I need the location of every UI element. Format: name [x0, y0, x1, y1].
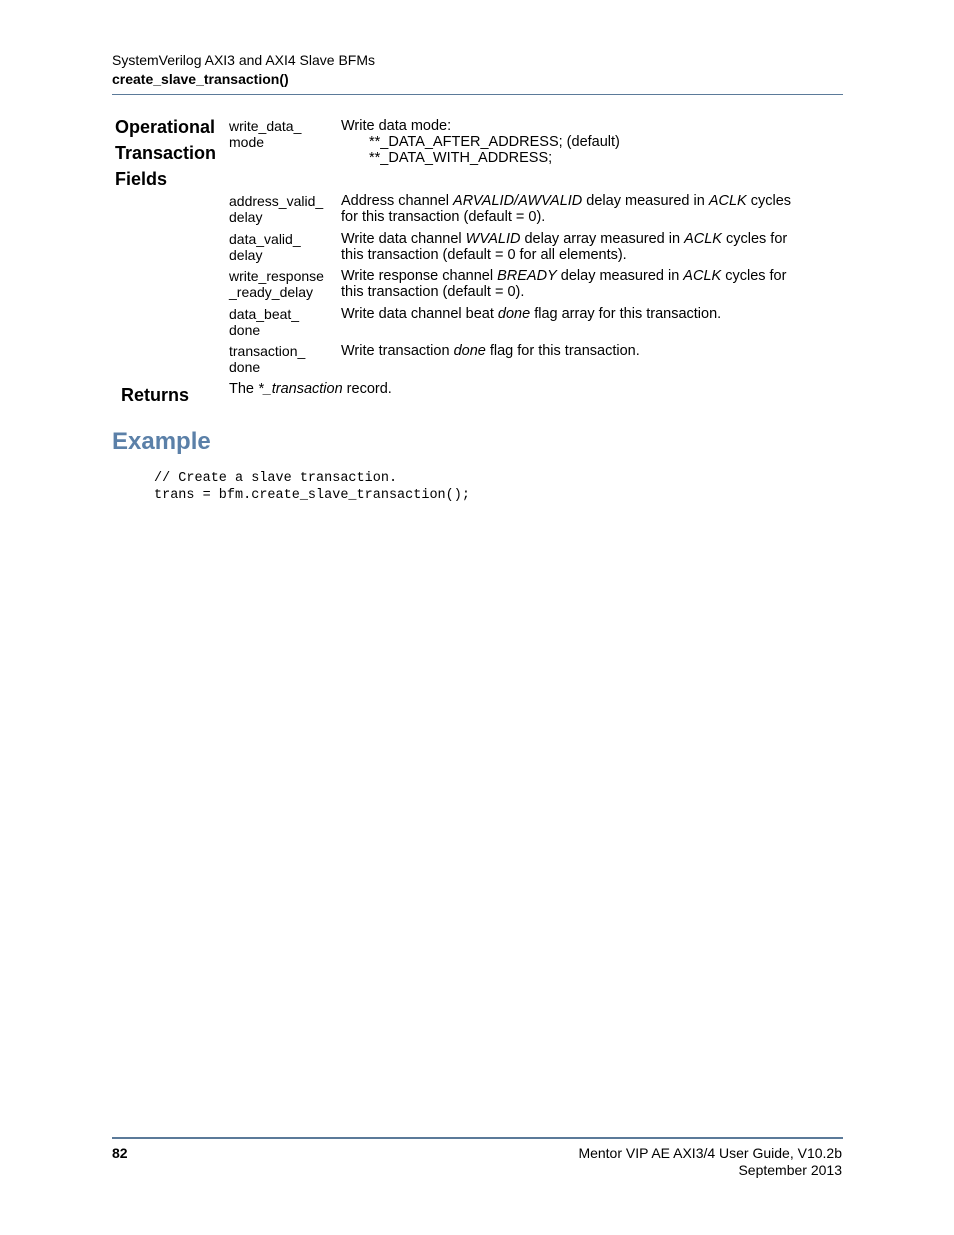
- field-name-line: _ready_delay: [229, 284, 314, 300]
- running-header-title: SystemVerilog AXI3 and AXI4 Slave BFMs: [112, 52, 376, 68]
- field-name-line: done: [229, 359, 261, 375]
- running-header-function: create_slave_transaction(): [112, 71, 289, 87]
- example-heading: Example: [112, 428, 211, 455]
- field-name-write-data-mode: [229, 118, 339, 150]
- footer-guide-title: Mentor VIP AE AXI3/4 User Guide, V10.2b: [578, 1145, 842, 1161]
- field-name-line: write_response: [229, 268, 324, 284]
- field-name-data-valid-delay: [229, 231, 339, 263]
- field-desc-line: [341, 193, 836, 209]
- desc-text: cycles for: [721, 231, 788, 247]
- footer-rule: [112, 1137, 843, 1139]
- footer-info: [578, 1145, 842, 1179]
- desc-text: delay array measured in: [520, 231, 685, 247]
- desc-type: *_transaction: [258, 381, 343, 397]
- desc-signal: ACLK: [708, 193, 747, 209]
- field-desc-data-beat-done: [341, 306, 836, 322]
- desc-text: The: [229, 381, 259, 397]
- field-desc-line: Write data mode:: [341, 118, 452, 134]
- field-name-write-response-ready-delay: [229, 268, 339, 300]
- fields-section-label: [115, 114, 216, 192]
- fields-label-line2: Transaction: [115, 143, 217, 163]
- desc-signal: BREADY: [497, 268, 557, 284]
- field-name-line: address_valid_: [229, 193, 324, 209]
- field-desc-transaction-done: [341, 343, 836, 359]
- field-desc-write-data-mode: [341, 118, 836, 166]
- desc-signal: done: [497, 306, 531, 322]
- desc-text: cycles for: [721, 268, 787, 284]
- desc-text: cycles: [746, 193, 792, 209]
- field-desc-line: [341, 231, 836, 247]
- fields-label-line1: Operational: [115, 117, 216, 137]
- field-name-line: write_data_: [229, 118, 302, 134]
- field-desc-line: this transaction (default = 0 for all elements).: [341, 247, 627, 263]
- returns-section-label: Returns: [121, 385, 190, 405]
- desc-signal: ARVALID/AWVALID: [453, 193, 583, 209]
- desc-signal: WVALID: [465, 231, 521, 247]
- desc-text: Write data channel: [341, 231, 466, 247]
- desc-text: flag array for this transaction.: [530, 306, 722, 322]
- field-desc-option: **_DATA_WITH_ADDRESS;: [369, 150, 553, 166]
- desc-text: Address channel: [341, 193, 454, 209]
- desc-text: Write transaction: [341, 343, 454, 359]
- field-desc-data-valid-delay: [341, 231, 836, 263]
- field-name-line: data_beat_: [229, 306, 300, 322]
- fields-label-line3: Fields: [115, 169, 168, 189]
- desc-text: flag for this transaction.: [485, 343, 640, 359]
- field-name-data-beat-done: [229, 306, 339, 338]
- desc-text: delay measured in: [556, 268, 684, 284]
- field-name-line: data_valid_: [229, 231, 301, 247]
- field-desc-line: [341, 268, 836, 284]
- header-rule: [112, 94, 843, 95]
- field-desc-line: this transaction (default = 0).: [341, 284, 525, 300]
- desc-text: record.: [342, 381, 392, 397]
- field-name-line: mode: [229, 134, 265, 150]
- field-name-line: delay: [229, 247, 263, 263]
- code-comment-line: // Create a slave transaction.: [154, 471, 398, 486]
- field-name-address-valid-delay: [229, 193, 339, 225]
- field-name-line: transaction_: [229, 343, 306, 359]
- field-desc-line: for this transaction (default = 0).: [341, 209, 546, 225]
- field-desc-address-valid-delay: [341, 193, 836, 225]
- desc-text: Write response channel: [341, 268, 498, 284]
- field-name-line: done: [229, 322, 261, 338]
- returns-desc: [229, 381, 724, 397]
- field-name-transaction-done: [229, 343, 339, 375]
- desc-signal: done: [453, 343, 486, 359]
- field-desc-line: [341, 343, 836, 359]
- desc-text: Write data channel beat: [341, 306, 498, 322]
- page-number: 82: [112, 1145, 128, 1161]
- desc-signal: ACLK: [683, 268, 722, 284]
- footer-date: September 2013: [738, 1162, 842, 1178]
- desc-signal: ACLK: [684, 231, 722, 247]
- field-desc-write-response-ready-delay: [341, 268, 836, 300]
- code-statement-line: trans = bfm.create_slave_transaction();: [154, 488, 470, 503]
- field-name-line: delay: [229, 209, 263, 225]
- desc-text: delay measured in: [582, 193, 709, 209]
- field-desc-line: [341, 306, 836, 322]
- field-desc-option: **_DATA_AFTER_ADDRESS; (default): [369, 134, 620, 150]
